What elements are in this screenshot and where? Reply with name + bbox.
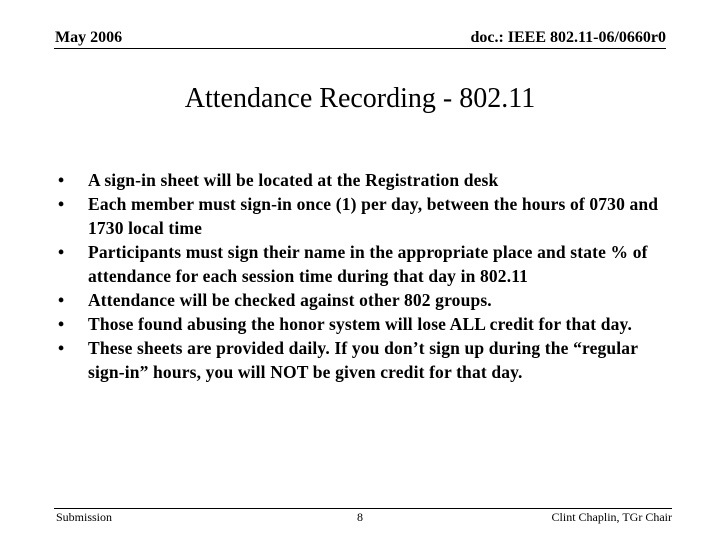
bullet-icon: •	[58, 338, 65, 358]
bullet-item	[56, 288, 676, 312]
slide-title: Attendance Recording - 802.11	[184, 83, 536, 114]
bullet-text: Attendance will be checked against other 802 groups.	[88, 290, 492, 310]
bullet-item	[56, 240, 676, 288]
bullet-item	[56, 336, 676, 384]
bullet-icon: •	[58, 314, 65, 334]
header-document-id: doc.: IEEE 802.11-06/0660r0	[470, 29, 666, 46]
footer-submission-label: Submission	[56, 510, 113, 524]
footer-divider	[54, 508, 672, 509]
bullet-text: Those found abusing the honor system will lose ALL credit for that day.	[88, 314, 632, 334]
bullet-icon: •	[58, 242, 65, 262]
bullet-icon: •	[58, 290, 65, 310]
bullet-icon: •	[58, 170, 65, 190]
header-date: May 2006	[55, 29, 123, 46]
bullet-item	[56, 312, 676, 336]
bullet-text: A sign-in sheet will be located at the Registration desk	[88, 170, 499, 190]
bullet-text: Each member must sign-in once (1) per day, between the hours of 0730 and 1730 local time	[88, 194, 659, 238]
bullet-text: Participants must sign their name in the appropriate place and state % of attendance for each session time during that day in 802.11	[88, 242, 648, 286]
bullet-item	[56, 192, 676, 240]
footer-page-number: 8	[357, 510, 363, 524]
bullet-list	[56, 168, 676, 384]
bullet-item	[56, 168, 676, 192]
footer-author: Clint Chaplin, TGr Chair	[551, 510, 672, 524]
bullet-icon: •	[58, 194, 65, 214]
bullet-text: These sheets are provided daily. If you don’t sign up during the “regular sign-in” hours, you will NOT be given credit for that day.	[88, 338, 638, 382]
header-divider	[54, 48, 666, 49]
